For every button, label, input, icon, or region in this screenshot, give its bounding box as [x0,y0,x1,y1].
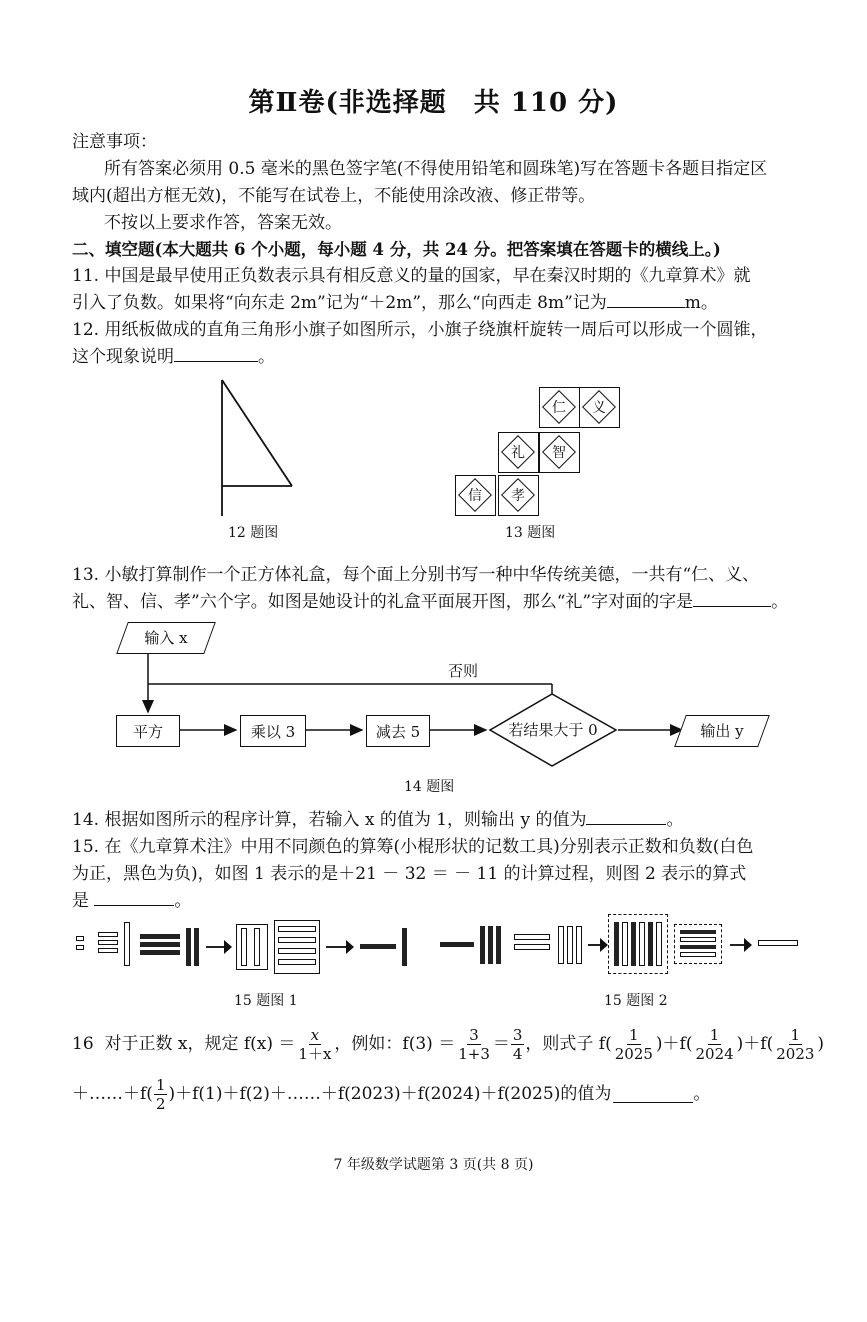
q13-caption: 13 题图 [505,525,556,541]
flow-minus5-box: 减去 5 [366,715,430,747]
q13-line-2: 礼、智、信、孝”六个字。如图是她设计的礼盒平面展开图，那么“礼”字对面的字是 。 [72,592,789,612]
net-cell-ren: 仁 [539,387,580,428]
q15-caption-1: 15 题图 1 [234,993,298,1009]
section-title: 第Ⅱ卷(非选择题 共 110 分) [248,88,619,118]
q11-line-1: 11. 中国是最早使用正负数表示具有相反意义的量的国家，早在秦汉时期的《九章算术》就 [72,266,751,286]
net-cell-zhi: 智 [539,432,580,473]
net-cell-li: 礼 [498,432,539,473]
q13-line-1: 13. 小敏打算制作一个正方体礼盒，每个面上分别书写一种中华传统美德，一共有“仁、义、 [72,565,760,585]
flow-square-box: 平方 [116,715,180,747]
q14-answer-blank [586,808,666,825]
q15-line-3: 是 。 [72,891,192,911]
q15-line-2: 为正，黑色为负)，如图 1 表示的是＋21 － 32 ＝ － 11 的计算过程，则图 2 表示的算式 [72,864,747,884]
q15-figure-1 [74,918,414,978]
section-heading: 二、填空题(本大题共 6 个小题，每小题 4 分，共 24 分。把答案填在答题卡的横线上。) [72,240,721,259]
q11-answer-blank [607,291,685,308]
flow-times3-box: 乘以 3 [240,715,306,747]
q12-line-2: 这个现象说明 。 [72,347,275,367]
q12-line-1: 12. 用纸板做成的直角三角形小旗子如图所示，小旗子绕旗杆旋转一周后可以形成一个圆锥， [72,320,768,340]
q12-answer-blank [174,345,258,362]
q16-line-2: ＋……＋f( $\frac{1}{2}$ )＋f(1)＋f(2)＋……＋f(2023)＋f(2024)＋f(2025)的值为 。 [72,1075,711,1113]
flow-condition-label: 若结果大于 0 [508,721,598,739]
notice-heading: 注意事项： [72,132,157,152]
net-cell-xin: 信 [455,475,496,516]
q15-answer-blank [94,889,174,906]
flow-else-label: 否则 [448,662,479,680]
q16-answer-blank [613,1086,693,1103]
q13-answer-blank [693,590,771,607]
page-footer: 7 年级数学试题第 3 页(共 8 页) [333,1157,534,1173]
notice-line-3: 不按以上要求作答，答案无效。 [104,213,342,233]
q15-line-1: 15. 在《九章算术注》中用不同颜色的算筹(小棍形状的记数工具)分别表示正数和负数(白色 [72,837,754,857]
notice-line-2: 域内(超出方框无效)，不能写在试卷上，不能使用涂改液、修正带等。 [72,186,596,206]
q14-text: 14. 根据如图所示的程序计算，若输入 x 的值为 1，则输出 y 的值为 。 [72,810,684,830]
q12-caption: 12 题图 [228,525,279,541]
q16-line-1: 16 对于正数 x，规定 f(x) ＝ $\frac{x}{1+x}$ ，例如：f(3) ＝ $\frac{3}{1+3}$ ＝ $\frac{3}{4}$ ，则式子 f( $\frac{1}{2025}$ )＋f( $\frac{1}{2024}$ )＋f( $\frac{1}{2023}$ ) [72,1025,825,1063]
net-cell-xiao: 孝 [498,475,539,516]
q15-caption-2: 15 题图 2 [604,993,668,1009]
net-cell-yi: 义 [579,387,620,428]
q13-cube-net [455,387,625,517]
q15-figure-2 [440,912,805,978]
q11-line-2: 引入了负数。如果将“向东走 2m”记为“＋2m”，那么“向西走 8m”记为 m。 [72,293,718,313]
q12-flag-figure [210,378,310,518]
flow-output-box: 输出 y [674,715,770,747]
flow-input-box: 输入 x [116,622,216,654]
q14-caption: 14 题图 [404,779,455,795]
notice-line-1: 所有答案必须用 0.5 毫米的黑色签字笔(不得使用铅笔和圆珠笔)写在答题卡各题目指定区 [104,159,768,179]
